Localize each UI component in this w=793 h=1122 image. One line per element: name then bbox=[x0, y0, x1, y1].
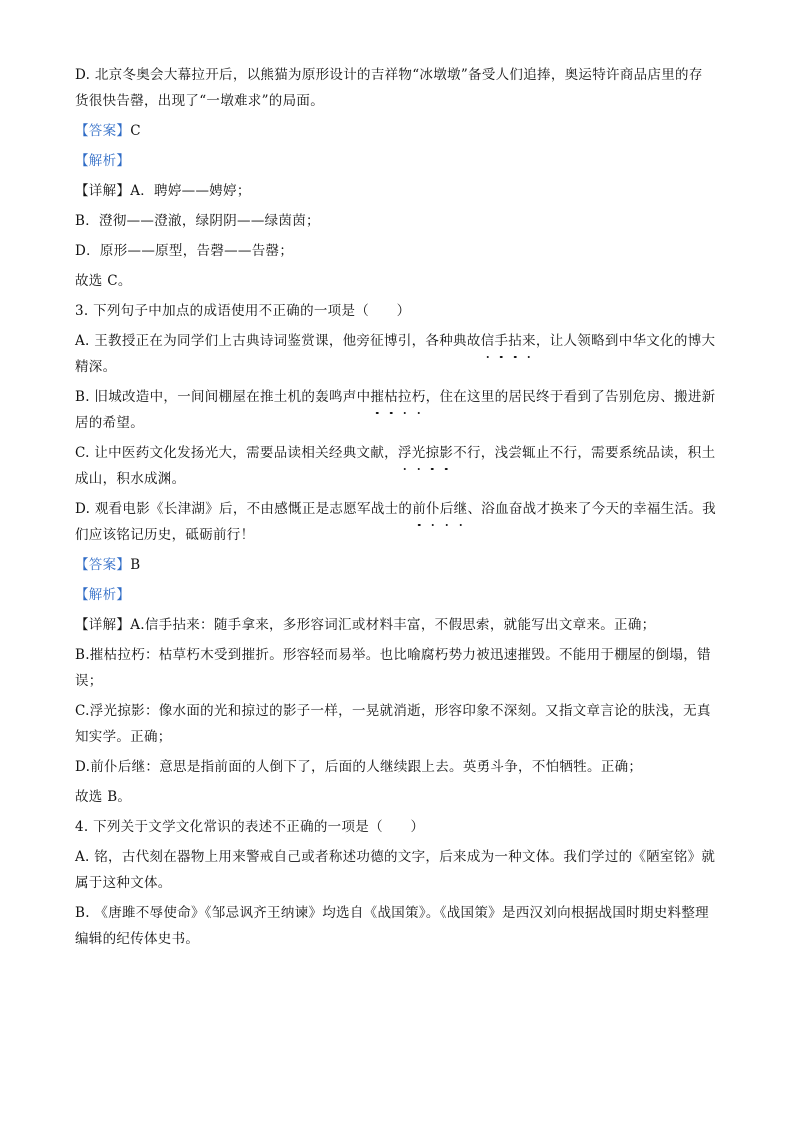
detail-2-b-line-1: B.摧枯拉朽：枯草朽木受到摧折。形容轻而易举。也比喻腐朽势力被迅速摧毁。不能用于棚屋的倒塌，错 bbox=[75, 647, 711, 663]
text-segment: C. 让中医药文化发扬光大，需要品读相关经典文献， bbox=[75, 445, 398, 461]
detail-2-c-line-2: 知实学。正确； bbox=[75, 729, 172, 745]
detail-2-b-line-2: 误； bbox=[75, 673, 103, 689]
text-segment: ，住在这里的居民终于看到了告别危房、搬进新 bbox=[425, 389, 716, 405]
emphasis-char: 手 bbox=[494, 328, 508, 354]
detail-1-a bbox=[75, 178, 725, 204]
dotted-idiom bbox=[398, 445, 453, 461]
detail-1-d: D．原形——原型，告磬——告罄； bbox=[75, 243, 294, 259]
q3-option-c-line-1 bbox=[75, 440, 725, 466]
analysis-tag-2: 【解析】 bbox=[75, 587, 131, 603]
emphasis-char: 枯 bbox=[384, 384, 398, 410]
emphasis-char: 仆 bbox=[426, 496, 440, 522]
q3-option-c-line-2: 成山，积水成渊。 bbox=[75, 471, 186, 487]
document-page bbox=[75, 62, 725, 952]
dotted-idiom bbox=[481, 333, 536, 349]
detail-2-d: D.前仆后继：意思是指前面的人倒下了，后面的人继续跟上去。英勇斗争，不怕牺牲。正确； bbox=[75, 759, 643, 775]
detail-2-a bbox=[75, 612, 725, 638]
dotted-idiom bbox=[370, 389, 425, 405]
answer-1 bbox=[75, 118, 725, 144]
option-d-line-1: D. 北京冬奥会大幕拉开后，以熊猫为原形设计的吉祥物“冰墩墩”备受人们追捧，奥运特许商品店里的存 bbox=[75, 67, 703, 83]
answer-2 bbox=[75, 552, 725, 578]
q3-option-a-line-1 bbox=[75, 328, 725, 354]
q3-option-b-line-1 bbox=[75, 384, 725, 410]
emphasis-char: 来 bbox=[522, 328, 536, 354]
emphasis-char: 摧 bbox=[370, 384, 384, 410]
detail-text: A．聘婷——娉婷； bbox=[130, 183, 251, 199]
text-segment: 不行，浅尝辄止不行，需要系统品读，积土 bbox=[453, 445, 716, 461]
emphasis-char: 拈 bbox=[508, 328, 522, 354]
answer-tag: 【答案】 bbox=[75, 123, 131, 139]
q4-option-a-line-2: 属于这种文体。 bbox=[75, 875, 172, 891]
answer-value: C bbox=[130, 123, 141, 139]
emphasis-char: 掠 bbox=[426, 440, 440, 466]
emphasis-char: 影 bbox=[439, 440, 453, 466]
conclusion-1: 故选 C。 bbox=[75, 273, 132, 289]
q4-option-b-line-1: B. 《唐雎不辱使命》《邹忌讽齐王纳谏》均选自《战国策》。《战国策》是西汉刘向根据战国时期史料整理 bbox=[75, 905, 709, 921]
q4-option-a-line-1: A. 铭，古代刻在器物上用来警戒自己或者称述功德的文字，后来成为一种文体。我们学过的《陋室铭》就 bbox=[75, 849, 716, 865]
emphasis-char: 前 bbox=[412, 496, 426, 522]
emphasis-char: 信 bbox=[481, 328, 495, 354]
emphasis-char: 拉 bbox=[398, 384, 412, 410]
text-segment: 、浴血奋战才换来了今天的幸福生活。我 bbox=[467, 501, 716, 517]
emphasis-char: 朽 bbox=[412, 384, 426, 410]
emphasis-char: 继 bbox=[454, 496, 468, 522]
analysis-tag-1: 【解析】 bbox=[75, 153, 131, 169]
q4-option-b-line-2: 编辑的纪传体史书。 bbox=[75, 931, 200, 947]
answer-tag: 【答案】 bbox=[75, 557, 131, 573]
emphasis-char: 浮 bbox=[398, 440, 412, 466]
dotted-idiom bbox=[412, 501, 467, 517]
text-segment: D. 观看电影《长津湖》后，不由感慨正是志愿军战士的 bbox=[75, 501, 413, 517]
question-4: 4. 下列关于文学文化常识的表述不正确的一项是（ ） bbox=[75, 819, 425, 835]
answer-value: B bbox=[130, 557, 141, 573]
conclusion-2: 故选 B。 bbox=[75, 789, 132, 805]
text-segment: B. 旧城改造中，一间间棚屋在推土机的轰鸣声中 bbox=[75, 389, 371, 405]
detail-1-b: B．澄彻——澄澈，绿阴阴——绿茵茵； bbox=[75, 213, 320, 229]
question-3: 3. 下列句子中加点的成语使用不正确的一项是（ ） bbox=[75, 303, 411, 319]
text-segment: A. 王教授正在为同学们上古典诗词鉴赏课，他旁征博引，各种典故 bbox=[75, 333, 481, 349]
emphasis-char: 光 bbox=[412, 440, 426, 466]
emphasis-char: 后 bbox=[440, 496, 454, 522]
detail-text: A.信手拈来：随手拿来，多形容词汇或材料丰富，不假思索，就能写出文章来。正确； bbox=[130, 617, 656, 633]
detail-tag: 【详解】 bbox=[75, 617, 131, 633]
q3-option-a-line-2: 精深。 bbox=[75, 359, 117, 375]
detail-2-c-line-1: C.浮光掠影：像水面的光和掠过的影子一样，一晃就消逝，形容印象不深刻。又指文章言论的肤浅，无真 bbox=[75, 703, 711, 719]
q3-option-d-line-1 bbox=[75, 496, 725, 522]
option-d-line-2: 货很快告罄，出现了“一墩难求”的局面。 bbox=[75, 93, 325, 109]
detail-tag: 【详解】 bbox=[75, 183, 131, 199]
q3-option-d-line-2: 们应该铭记历史，砥砺前行！ bbox=[75, 527, 255, 543]
text-segment: ，让人领略到中华文化的博大 bbox=[535, 333, 716, 349]
q3-option-b-line-2: 居的希望。 bbox=[75, 415, 144, 431]
